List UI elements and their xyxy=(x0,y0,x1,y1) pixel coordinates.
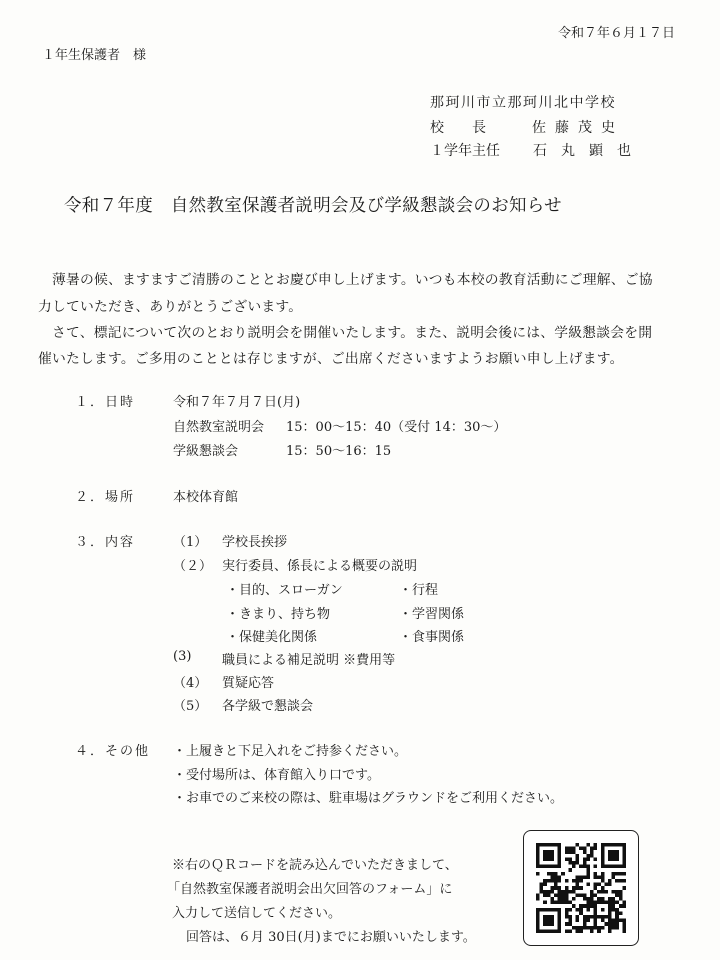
content-text: 実行委員、係長による概要の説明 xyxy=(222,559,418,574)
content-num: （4） xyxy=(173,676,208,691)
addressee: １年生保護者 様 xyxy=(42,48,147,63)
principal-name: 佐藤茂史 xyxy=(532,120,624,136)
principal-title: 校 長 xyxy=(430,120,486,136)
grade-head-name: 石 丸 顕 也 xyxy=(533,143,631,159)
other-item: ・受付場所は、体育館入り口です。 xyxy=(173,768,380,783)
content-num: （1） xyxy=(173,535,208,550)
sub-item: ・学習関係 xyxy=(399,607,465,622)
session2-name: 学級懇談会 xyxy=(173,444,239,459)
content-text: 学校長挨拶 xyxy=(222,535,288,550)
other-item: ・お車でのご来校の際は、駐車場はグラウンドをご利用ください。 xyxy=(173,791,564,806)
page-title: 令和７年度 自然教室保護者説明会及び学級懇談会のお知らせ xyxy=(64,196,562,216)
qr-note-line: 「自然教室保護者説明会出欠回答のフォーム」に xyxy=(167,882,453,897)
content-text: 質疑応答 xyxy=(222,676,275,691)
content-label: ３．内容 xyxy=(75,535,136,550)
intro-line: 薄暑の候、ますますご清勝のこととお慶び申し上げます。いつも本校の教育活動にご理解、ご協 xyxy=(38,272,653,288)
content-num: （5） xyxy=(173,699,208,714)
intro-line: 力していただき、ありがとうございます。 xyxy=(38,299,303,315)
document-date: 令和７年６月１７日 xyxy=(558,26,676,41)
session2-time: 15：50～16：15 xyxy=(286,444,392,459)
content-text: 職員による補足説明 ※費用等 xyxy=(222,653,396,668)
sub-item: ・行程 xyxy=(399,583,439,598)
intro-line: 催いたします。ご多用のこととは存じますが、ご出席くださいますようお願い申し上げます。 xyxy=(38,351,624,367)
qr-note-line: 回答は、６月 30日(月)までにお願いいたします。 xyxy=(186,930,476,945)
qr-code-icon xyxy=(536,843,626,933)
sub-item: ・食事関係 xyxy=(399,630,465,645)
content-text: 各学級で懇談会 xyxy=(222,699,314,714)
qr-code-frame xyxy=(523,830,639,946)
content-num: （２） xyxy=(173,559,213,574)
datetime-label: １．日時 xyxy=(75,395,136,410)
qr-note-line: ※右のＱＲコードを読み込んでいただきまして、 xyxy=(172,858,458,873)
sub-item: ・保健美化関係 xyxy=(226,630,318,645)
sub-item: ・きまり、持ち物 xyxy=(226,607,331,622)
event-date: 令和７年７月７日(月) xyxy=(173,395,301,410)
place-value: 本校体育館 xyxy=(173,490,239,505)
grade-head-title: １学年主任 xyxy=(430,143,500,159)
sub-item: ・目的、スローガン xyxy=(226,583,343,598)
content-num: (3) xyxy=(173,649,192,664)
session1-name: 自然教室説明会 xyxy=(173,420,265,435)
other-item: ・上履きと下足入れをご持参ください。 xyxy=(173,744,408,759)
place-label: ２．場所 xyxy=(75,490,136,505)
other-label: ４．その他 xyxy=(75,744,151,759)
session1-time: 15：00～15：40（受付 14：30～） xyxy=(286,420,507,435)
intro-line: さて、標記について次のとおり説明会を開催いたします。また、説明会後には、学級懇談会を開 xyxy=(38,325,653,341)
school-name: 那珂川市立那珂川北中学校 xyxy=(430,95,616,111)
qr-note-line: 入力して送信してください。 xyxy=(172,906,342,921)
